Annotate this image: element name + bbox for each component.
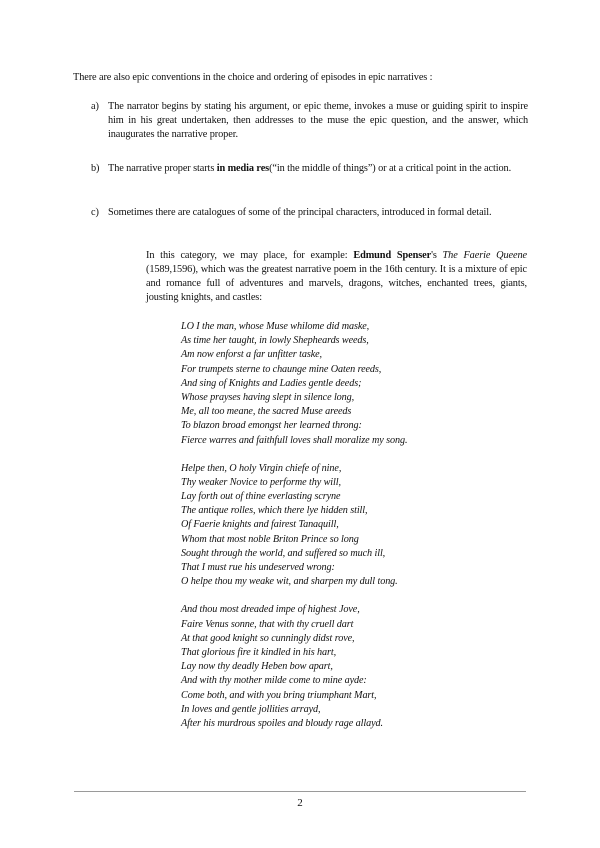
- poem-line: Sought through the world, and suffered so much ill,: [181, 547, 386, 559]
- list-item-text: [108, 162, 528, 176]
- list-marker: b): [91, 163, 100, 174]
- author-name: Edmund Spenser: [353, 250, 432, 261]
- list-item-b: [91, 162, 528, 176]
- poem-stanza: [181, 320, 481, 448]
- poem-line: Me, all too meane, the sacred Muse areeds: [181, 406, 352, 418]
- list-marker: c): [91, 207, 99, 218]
- list-item-a: [91, 100, 528, 142]
- poem-stanza: [181, 462, 481, 590]
- poem-line: Lay now thy deadly Heben bow apart,: [181, 661, 333, 673]
- text-run: In this category, we may place, for example:: [146, 250, 354, 261]
- text-run: (“in the middle of things”) or at a critical point in the action.: [269, 163, 512, 174]
- poem-line: Whom that most noble Briton Prince so long: [181, 533, 359, 545]
- list-item-c: [91, 206, 528, 220]
- poem-line: At that good knight so cunningly didst rove,: [181, 632, 355, 644]
- poem-line: And with thy mother milde come to mine ayde:: [181, 675, 367, 687]
- poem-stanza: [181, 603, 481, 731]
- poem-line: That I must rue his undeserved wrong:: [181, 562, 335, 573]
- poem-line: LO I the man, whose Muse whilome did maske,: [181, 321, 370, 332]
- poem-line: And thou most dreaded impe of highest Jove,: [181, 604, 360, 616]
- poem-line: O helpe thou my weake wit, and sharpen my dull tong.: [181, 576, 398, 588]
- list-marker: a): [91, 101, 99, 112]
- poem-line: That glorious fire it kindled in his hart,: [181, 646, 337, 658]
- list-item-text: The narrator begins by stating his argument, or epic theme, invokes a muse or guiding spirit to inspire him in his great undertaken, then addresses to the muse the epic question, and the answer, which inaugurates the narrative proper.: [108, 101, 528, 140]
- poem-line: Lay forth out of thine everlasting scryne: [181, 491, 341, 503]
- poem-line: Fierce warres and faithfull loves shall moralize my song.: [181, 434, 408, 446]
- list-item-text: Sometimes there are catalogues of some of the principal characters, introduced in formal detail.: [108, 207, 492, 218]
- poem-line: Faire Venus sonne, that with thy cruell dart: [181, 618, 354, 630]
- bold-term: in media res: [216, 163, 270, 174]
- poem-line: For trumpets sterne to chaunge mine Oaten reeds,: [181, 363, 382, 375]
- poem-line: Whose prayses having slept in silence long,: [181, 391, 355, 403]
- poem-line: To blazon broad emongst her learned throng:: [181, 420, 362, 432]
- poem-line: The antique rolles, which there lye hidden still,: [181, 505, 368, 517]
- work-title: The Faerie Queene: [442, 250, 527, 261]
- poem-line: After his murdrous spoiles and bloudy rage allayd.: [181, 717, 383, 729]
- poem-line: Come both, and with you bring triumphant Mart,: [181, 689, 377, 701]
- text-run: The narrative proper starts: [108, 163, 217, 174]
- footer-divider: [74, 791, 526, 792]
- example-paragraph: [146, 249, 527, 305]
- poem-line: And sing of Knights and Ladies gentle deeds;: [181, 377, 362, 389]
- poem-line: Am now enforst a far unfitter taske,: [181, 349, 323, 361]
- poem-line: In loves and gentle jollities arrayd,: [181, 703, 321, 715]
- page-number: 2: [297, 797, 303, 809]
- poem-line: Of Faerie knights and fairest Tanaquill,: [181, 519, 339, 531]
- intro-sentence: There are also epic conventions in the choice and ordering of episodes in epic narratives :: [73, 72, 433, 83]
- poem-excerpt: [181, 320, 481, 745]
- text-run: 's: [431, 250, 443, 261]
- poem-line: Helpe then, O holy Virgin chiefe of nine,: [181, 462, 342, 474]
- text-run: (1589,1596), which was the greatest narrative poem in the 16th century. It is a mixture of epic and romance full of adventures and marvels, dragons, witches, enchanted trees, giants, jousting knights, and castles:: [146, 264, 527, 303]
- poem-line: Thy weaker Novice to performe thy will,: [181, 476, 341, 488]
- poem-line: As time her taught, in lowly Shepheards weeds,: [181, 335, 369, 347]
